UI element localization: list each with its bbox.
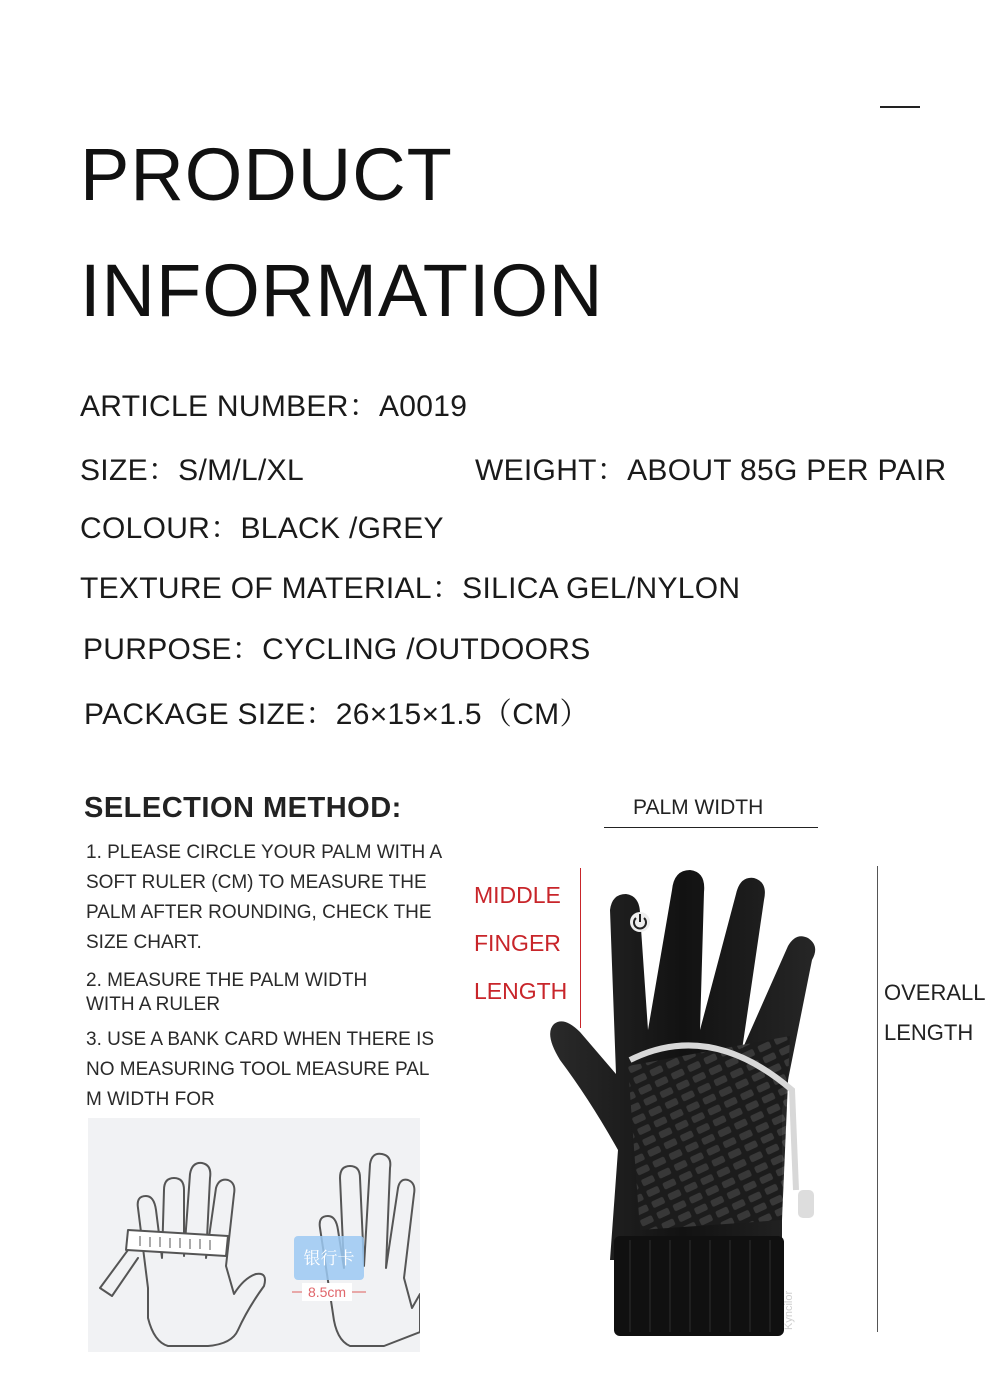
selection-step-1: [86, 838, 446, 958]
selection-step-3: [86, 1025, 446, 1115]
title-line-2: INFORMATION: [80, 249, 604, 332]
zipper-tab-icon: [798, 1190, 814, 1218]
step-1-line: SIZE CHART.: [86, 932, 202, 953]
spec-purpose: PURPOSE：CYCLING /OUTDOORS: [83, 633, 591, 666]
glove-image: [530, 860, 830, 1340]
palm-width-label: PALM WIDTH: [633, 796, 764, 819]
selection-heading: SELECTION METHOD:: [84, 792, 402, 824]
spec-material: TEXTURE OF MATERIAL：SILICA GEL/NYLON: [80, 572, 741, 605]
hand-sketch-icon: [88, 1118, 420, 1352]
glove-cuff: [614, 1236, 784, 1336]
overall-length-label-2: LENGTH: [884, 1020, 974, 1045]
middle-finger-label-2: FINGER: [474, 930, 561, 956]
minimize-dash: [880, 106, 920, 108]
step-2-line: WITH A RULER: [86, 994, 221, 1015]
bank-card-label: 银行卡: [303, 1249, 355, 1268]
step-1-line: 1. PLEASE CIRCLE YOUR PALM WITH A: [86, 842, 443, 863]
overall-length-label-1: OVERALL: [884, 980, 986, 1005]
glove-body: [550, 870, 815, 1336]
middle-finger-label-3: LENGTH: [474, 978, 568, 1004]
title-line-1: PRODUCT: [80, 133, 453, 216]
spec-colour: COLOUR：BLACK /GREY: [80, 512, 444, 545]
measuring-illustration: [88, 1118, 420, 1352]
step-1-line: SOFT RULER (CM) TO MEASURE THE: [86, 872, 427, 893]
palm-width-line: [604, 827, 818, 828]
brand-label: Kyncilor: [783, 1290, 795, 1330]
step-3-line: 3. USE A BANK CARD WHEN THERE IS: [86, 1029, 435, 1050]
card-width-label: 8.5cm: [307, 1284, 347, 1300]
middle-finger-label-1: MIDDLE: [474, 882, 561, 908]
spec-article-number: ARTICLE NUMBER：A0019: [80, 390, 468, 423]
step-3-line: M WIDTH FOR: [86, 1089, 215, 1110]
step-3-line: NO MEASURING TOOL MEASURE PAL: [86, 1059, 430, 1080]
spec-size: SIZE：S/M/L/XL: [80, 454, 304, 487]
spec-package-size: PACKAGE SIZE：26×15×1.5（CM）: [84, 698, 590, 731]
step-2-line: 2. MEASURE THE PALM WIDTH: [86, 970, 368, 991]
overall-length-line: [877, 866, 878, 1332]
spec-weight: WEIGHT：ABOUT 85G PER PAIR: [475, 454, 947, 487]
selection-step-2: [86, 969, 446, 1017]
step-1-line: PALM AFTER ROUNDING, CHECK THE: [86, 902, 432, 923]
